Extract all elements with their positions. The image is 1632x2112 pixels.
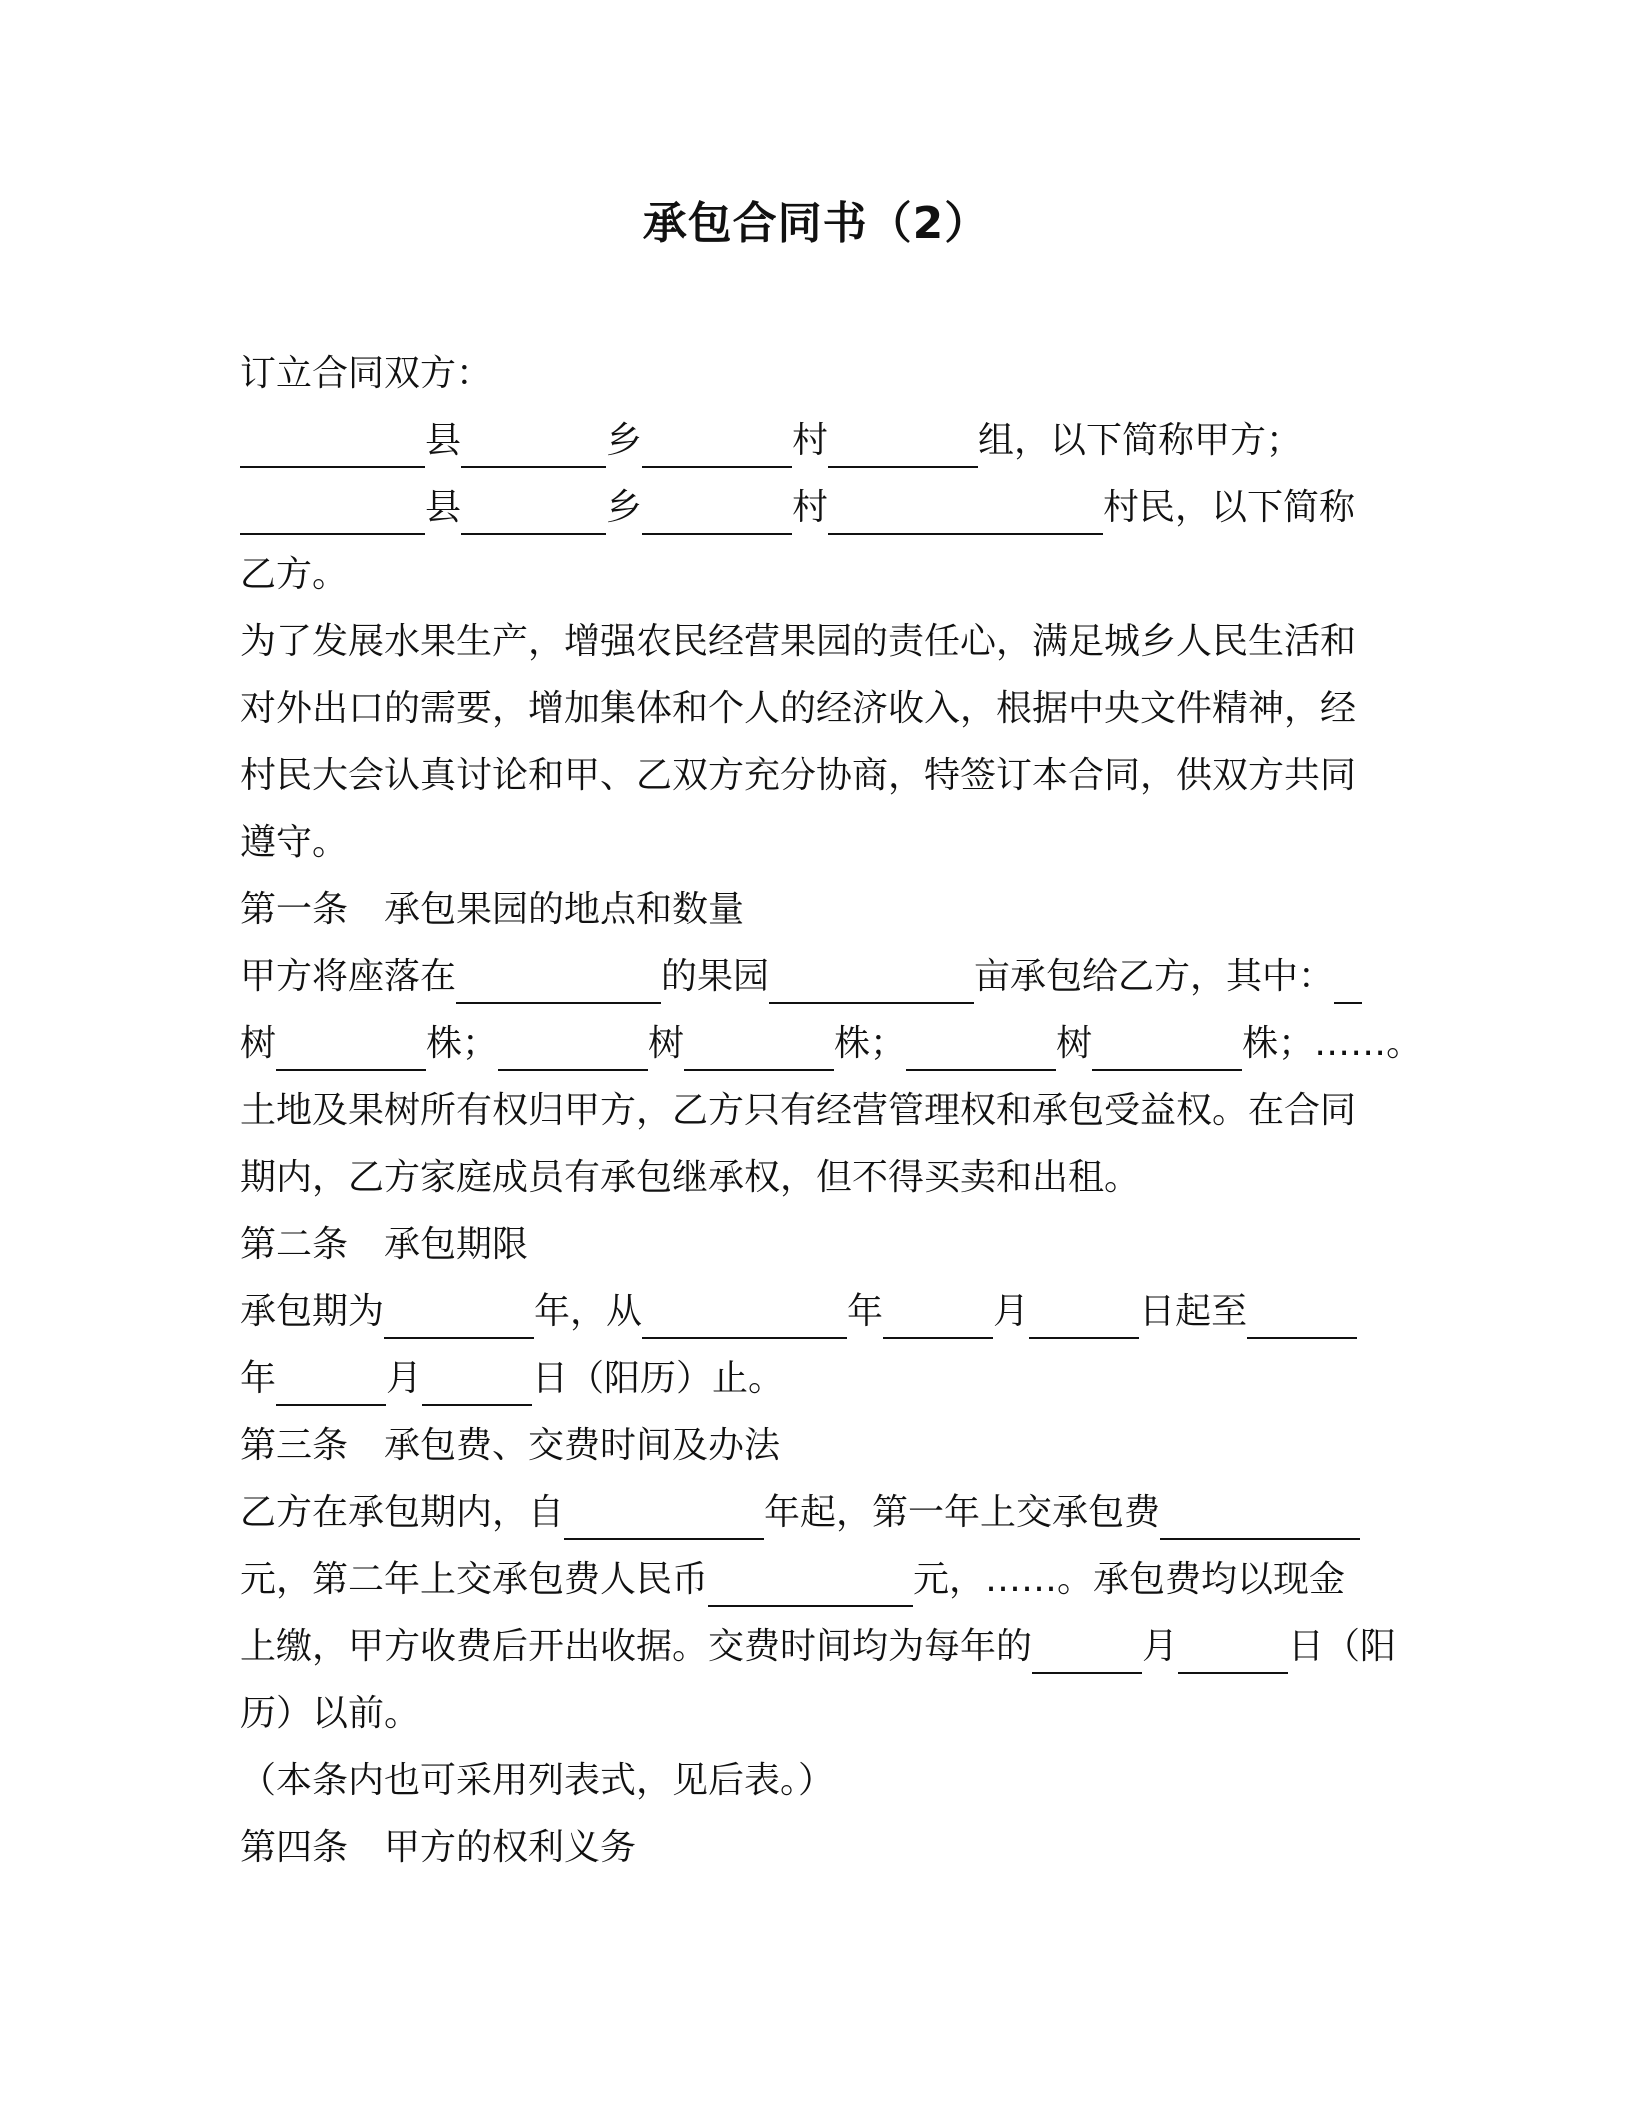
- blank-field: [642, 418, 792, 468]
- blank-field: [422, 1356, 532, 1406]
- blank-field: [769, 954, 974, 1004]
- blank-field: [456, 954, 661, 1004]
- article1-body-line: 土地及果树所有权归甲方，乙方只有经营管理权和承包受益权。在合同: [240, 1090, 1357, 1131]
- text-segment: 日起至: [1139, 1291, 1248, 1332]
- blank-field: [1032, 1624, 1142, 1674]
- blank-field: [906, 1021, 1056, 1071]
- party-a-line: [240, 407, 1380, 474]
- preamble-line: 村民大会认真讨论和甲、乙双方充分协商，特签订本合同，供双方共同: [240, 755, 1357, 796]
- blank-field: [642, 485, 792, 535]
- text-segment: 月: [386, 1358, 423, 1399]
- party-b-continuation: 乙方。: [240, 554, 349, 595]
- stem-label: 株；: [834, 1023, 907, 1064]
- blank-field: [1178, 1624, 1288, 1674]
- article3-heading: 第三条 承包费、交费时间及办法: [240, 1425, 781, 1466]
- preamble-line: 为了发展水果生产，增强农民经营果园的责任心，满足城乡人民生活和: [240, 621, 1357, 662]
- article3-note: （本条内也可采用列表式，见后表。）: [240, 1760, 835, 1801]
- blank-field: [498, 1021, 648, 1071]
- village-label: 村: [792, 487, 829, 528]
- blank-field: [276, 1356, 386, 1406]
- blank-field: [883, 1289, 993, 1339]
- county-label: 县: [425, 420, 462, 461]
- parties-heading: 订立合同双方：: [240, 353, 493, 394]
- blank-field: [240, 485, 425, 535]
- party-b-line: [240, 474, 1380, 541]
- text-segment: 的果园: [661, 956, 770, 997]
- blank-field: [461, 418, 606, 468]
- article2-heading: 第二条 承包期限: [240, 1224, 529, 1265]
- text-segment: 年，从: [534, 1291, 643, 1332]
- text-segment: 年: [240, 1358, 277, 1399]
- article1-location-line: [240, 943, 1380, 1010]
- blank-field: [1160, 1490, 1360, 1540]
- text-segment: 元，……。承包费均以现金: [913, 1559, 1346, 1600]
- blank-field: [828, 418, 978, 468]
- blank-field: [384, 1289, 534, 1339]
- tree-label: 树: [648, 1023, 685, 1064]
- township-label: 乡: [606, 420, 643, 461]
- stem-label: 株；: [426, 1023, 499, 1064]
- text-segment: 承包期为: [240, 1291, 385, 1332]
- tree-label: 树: [240, 1023, 277, 1064]
- text-segment: 日（阳: [1288, 1626, 1397, 1667]
- text-segment: 日（阳历）止。: [532, 1358, 785, 1399]
- article1-trees-line: [240, 1010, 1423, 1077]
- blank-field: [684, 1021, 834, 1071]
- blank-field: [1092, 1021, 1242, 1071]
- preamble-line: 对外出口的需要，增加集体和个人的经济收入，根据中央文件精神，经: [240, 688, 1357, 729]
- article1-body-line: 期内，乙方家庭成员有承包继承权，但不得买卖和出租。: [240, 1157, 1141, 1198]
- article1-heading: 第一条 承包果园的地点和数量: [240, 889, 745, 930]
- blank-field: [564, 1490, 764, 1540]
- blank-field: [276, 1021, 426, 1071]
- blank-field: [1247, 1289, 1357, 1339]
- document-title: 承包合同书（2）: [642, 198, 990, 249]
- text-segment: 月: [1142, 1626, 1179, 1667]
- tree-label: 树: [1056, 1023, 1093, 1064]
- village-label: 村: [792, 420, 829, 461]
- villager-suffix: 村民，以下简称: [1103, 487, 1356, 528]
- text-segment: 上缴，甲方收费后开出收据。交费时间均为每年的: [240, 1626, 1033, 1667]
- article3-line2: [240, 1546, 1380, 1613]
- text-segment: 年: [847, 1291, 884, 1332]
- blank-field: [1029, 1289, 1139, 1339]
- preamble-line: 遵守。: [240, 822, 349, 863]
- blank-field: [708, 1557, 913, 1607]
- text-segment: 月: [993, 1291, 1030, 1332]
- text-segment: 乙方在承包期内，自: [240, 1492, 565, 1533]
- county-label: 县: [425, 487, 462, 528]
- blank-field: [828, 485, 1103, 535]
- text-segment: 亩承包给乙方，其中：: [974, 956, 1335, 997]
- text-segment: 元，第二年上交承包费人民币: [240, 1559, 709, 1600]
- article3-line3: [240, 1613, 1397, 1680]
- blank-field: [461, 485, 606, 535]
- blank-field: [642, 1289, 847, 1339]
- article2-term-line: [240, 1278, 1380, 1345]
- text-segment: 甲方将座落在: [240, 956, 457, 997]
- blank-field: [1334, 954, 1362, 1004]
- article4-heading: 第四条 甲方的权利义务: [240, 1827, 637, 1868]
- text-segment: 年起，第一年上交承包费: [764, 1492, 1161, 1533]
- blank-field: [240, 418, 425, 468]
- document-body: [240, 340, 1423, 1881]
- article3-line4: 历）以前。: [240, 1693, 421, 1734]
- group-suffix: 组，以下简称甲方；: [978, 420, 1303, 461]
- stem-label: 株；……。: [1242, 1023, 1423, 1064]
- article2-end-line: [240, 1345, 1380, 1412]
- township-label: 乡: [606, 487, 643, 528]
- article3-line1: [240, 1479, 1380, 1546]
